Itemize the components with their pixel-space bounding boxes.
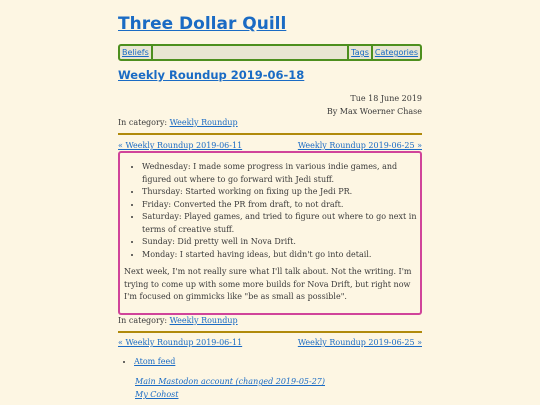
prev-post-link[interactable]: « Weekly Roundup 2019-06-11 bbox=[118, 141, 243, 150]
list-item: • Wednesday: I made some progress in various indie games, and figured out where to go forward with Jedi stuff. bbox=[142, 161, 418, 186]
nav-bar bbox=[118, 44, 422, 61]
list-item: • Saturday: Played games, and tried to figure out where to go next in terms of creative stuff. bbox=[142, 211, 418, 236]
post-content bbox=[118, 151, 422, 315]
list-item: • Monday: I started having ideas, but didn't go into detail. bbox=[142, 249, 418, 262]
atom-feed-link[interactable]: Atom feed bbox=[134, 357, 176, 366]
divider-rule bbox=[118, 133, 422, 135]
post-category-bottom bbox=[118, 316, 238, 325]
post-date: Tue 18 June 2019 bbox=[350, 94, 422, 103]
feed-section bbox=[118, 357, 175, 366]
roundup-list bbox=[122, 161, 418, 261]
nav-categories-link[interactable]: Categories bbox=[374, 48, 418, 57]
closing-paragraph: Next week, I'm not really sure what I'll talk about. Not the writing. I'm trying to come up with some more builds for Nova Drift, but right now I'm focused on gimmicks like "be as small as possible". bbox=[124, 267, 412, 301]
cohost-link[interactable]: My Cohost bbox=[135, 390, 179, 399]
list-item: • Thursday: Started working on fixing up the Jedi PR. bbox=[142, 186, 418, 199]
nav-beliefs-link[interactable]: Beliefs bbox=[122, 48, 149, 57]
post-author: By Max Woerner Chase bbox=[326, 107, 422, 116]
nav-tags-link[interactable]: Tags bbox=[351, 48, 369, 57]
category-prefix: In category: bbox=[118, 316, 168, 325]
nav-spacer bbox=[153, 46, 347, 59]
mastodon-line bbox=[135, 377, 325, 386]
divider-rule bbox=[118, 331, 422, 333]
prev-post-link[interactable]: « Weekly Roundup 2019-06-11 bbox=[118, 338, 243, 347]
category-link[interactable]: Weekly Roundup bbox=[169, 118, 238, 127]
category-link[interactable]: Weekly Roundup bbox=[169, 316, 238, 325]
category-prefix: In category: bbox=[118, 118, 168, 127]
list-item: • Friday: Converted the PR from draft, to not draft. bbox=[142, 199, 418, 212]
site-title-link[interactable]: Three Dollar Quill bbox=[118, 14, 287, 34]
list-item bbox=[134, 357, 175, 366]
post-title-link[interactable]: Weekly Roundup 2019-06-18 bbox=[118, 68, 305, 82]
list-item: • Sunday: Did pretty well in Nova Drift. bbox=[142, 236, 418, 249]
post-category-top bbox=[118, 118, 238, 127]
cohost-line bbox=[135, 390, 178, 399]
mastodon-link[interactable]: Main Mastodon account (changed 2019-05-27) bbox=[135, 377, 325, 386]
next-post-link[interactable]: Weekly Roundup 2019-06-25 » bbox=[297, 141, 422, 150]
next-post-link[interactable]: Weekly Roundup 2019-06-25 » bbox=[297, 338, 422, 347]
